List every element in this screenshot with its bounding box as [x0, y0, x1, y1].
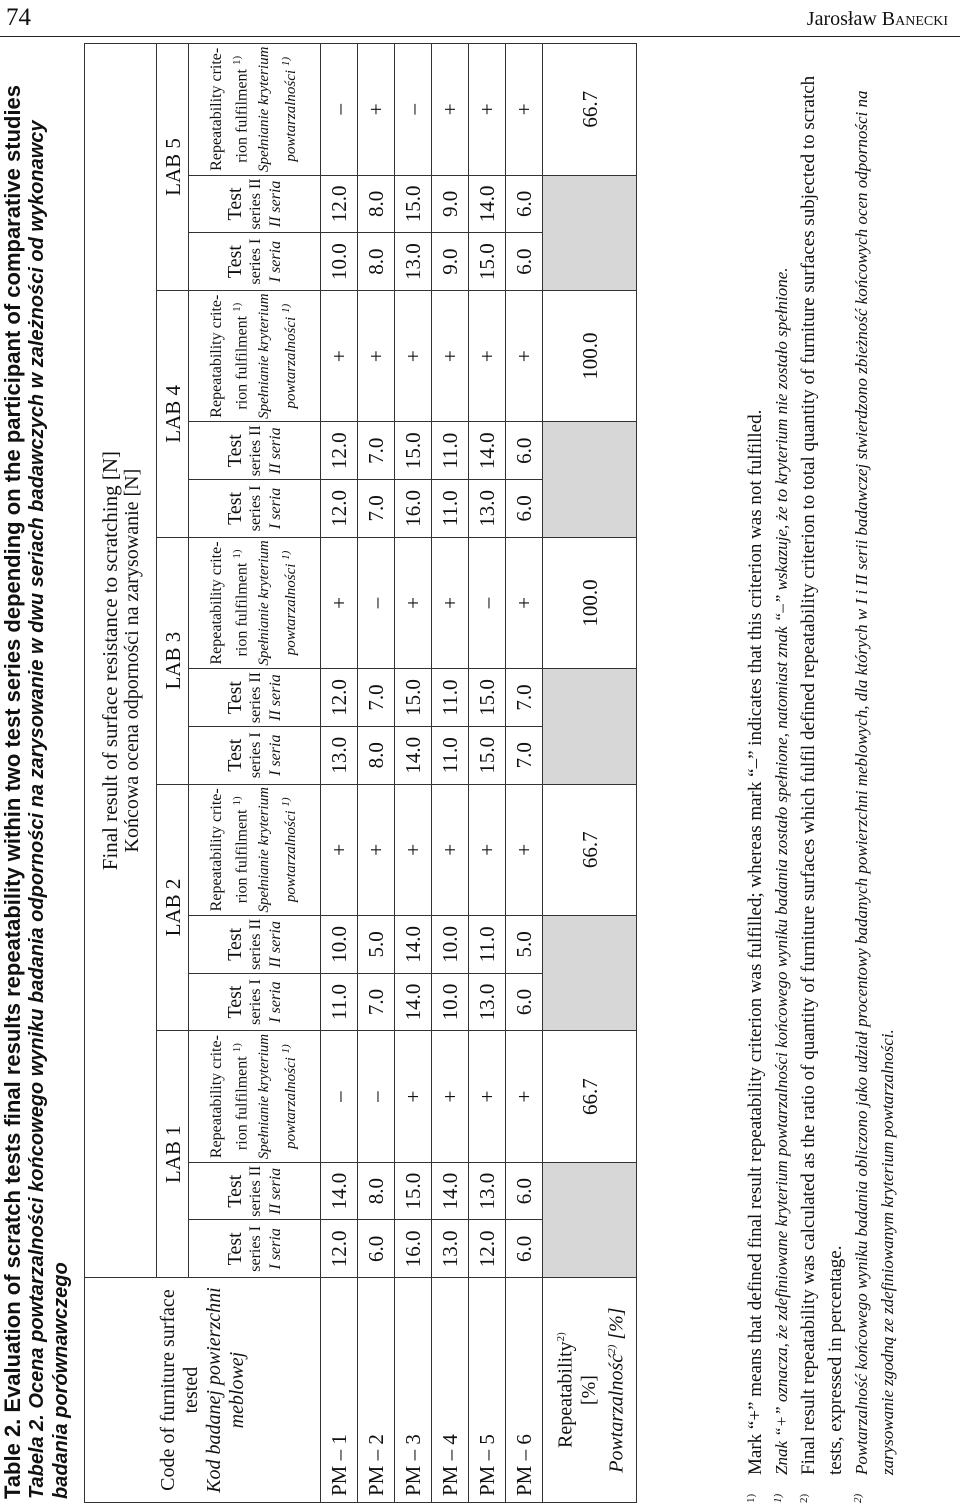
repeatability-gray-cell — [543, 422, 637, 537]
series-header-2 — [189, 916, 321, 974]
criterion-mark: – — [321, 44, 358, 176]
criterion-pl-2 — [275, 538, 302, 668]
series-number-label: series II — [246, 178, 264, 230]
criterion-footnote-mark: 1) — [231, 1043, 244, 1053]
test-value: 6.0 — [506, 422, 543, 480]
criterion-pl-1: Spełnianie kryterium — [255, 46, 272, 172]
repeatability-gray-cell — [543, 1162, 637, 1277]
results-title-en: Final result of surface resistance to scratching [N] — [97, 450, 122, 871]
series-test-label: Test — [223, 187, 246, 221]
criterion-mark: + — [395, 537, 432, 668]
series-label-pl: I seria — [266, 1228, 284, 1270]
criterion-line-2-text: rion fulfilment — [233, 562, 251, 657]
series-header-1 — [189, 480, 321, 538]
lab-header-5: LAB 5 — [157, 44, 189, 291]
repeatability-value-lab-3: 100.0 — [543, 537, 637, 668]
criterion-mark: – — [469, 537, 506, 668]
criterion-pl-1: Spełnianie kryterium — [255, 293, 272, 419]
criterion-mark: + — [506, 290, 543, 421]
criterion-header — [189, 1031, 321, 1162]
table-row — [432, 44, 469, 1503]
test-value: 12.0 — [469, 1220, 506, 1278]
series-label-pl: I seria — [266, 734, 284, 776]
page-number: 74 — [6, 4, 31, 31]
criterion-pl-2 — [275, 1031, 302, 1161]
test-value: 10.0 — [432, 916, 469, 974]
criterion-line-1: Repeatability crite- — [208, 1035, 226, 1159]
test-value: 13.0 — [432, 1220, 469, 1278]
series-number-label: series I — [246, 238, 264, 285]
criterion-footnote-mark: 1) — [231, 796, 244, 806]
test-value: 12.0 — [321, 1220, 358, 1278]
series-label-pl: I seria — [266, 240, 284, 283]
criterion-pl-2 — [275, 291, 302, 421]
criterion-pl-footnote-mark: 1) — [279, 550, 292, 560]
lab-header-1: LAB 1 — [157, 1031, 189, 1278]
criterion-pl-1: Spełnianie kryterium — [255, 1033, 272, 1160]
series-header-2 — [189, 422, 321, 480]
test-value: 11.0 — [321, 973, 358, 1031]
lab-header-3: LAB 3 — [157, 537, 189, 784]
series-label-pl: II seria — [266, 180, 284, 228]
test-value: 8.0 — [358, 233, 395, 291]
repeatability-value-lab-4: 100.0 — [543, 290, 637, 421]
criterion-mark: + — [358, 784, 395, 915]
test-value: 14.0 — [469, 422, 506, 480]
test-value: 6.0 — [358, 1220, 395, 1278]
repeatability-pl-footnote-mark: 2) — [606, 1344, 618, 1354]
repeatability-unit: [%] — [578, 1375, 600, 1406]
series-number-label: series I — [246, 485, 264, 532]
series-test-label: Test — [223, 1174, 246, 1208]
table-row — [506, 44, 543, 1503]
lab-header-2: LAB 2 — [157, 784, 189, 1031]
test-value: 10.0 — [321, 916, 358, 974]
code-header-cell — [85, 1278, 321, 1503]
criterion-line-2 — [227, 538, 252, 668]
criterion-mark: + — [395, 784, 432, 915]
test-value: 8.0 — [358, 726, 395, 784]
series-header-2 — [189, 1162, 321, 1220]
surface-code: PM – 3 — [395, 1278, 432, 1503]
footnote-mark: 1) — [772, 1493, 784, 1503]
criterion-header — [189, 44, 321, 176]
repeatability-label-en — [550, 1278, 578, 1502]
test-value: 12.0 — [321, 422, 358, 480]
repeatability-value-lab-5: 66.7 — [543, 44, 637, 176]
criterion-mark: + — [358, 290, 395, 421]
series-number-label: series II — [246, 672, 264, 724]
repeatability-value-lab-1: 66.7 — [543, 1031, 637, 1162]
repeatability-gray-cell — [543, 916, 637, 1031]
footnote-mark: 2) — [798, 1493, 810, 1503]
test-value: 14.0 — [395, 726, 432, 784]
criterion-pl-1: Spełnianie kryterium — [255, 787, 272, 913]
series-test-label: Test — [223, 927, 246, 961]
criterion-line-2-text: rion fulfilment — [233, 315, 251, 410]
table-row — [469, 44, 506, 1503]
test-value: 10.0 — [432, 973, 469, 1031]
footnote-text: Znak “+” oznacza, że zdefiniowane kryterium powtarzalności końcowego wyniku badania zostało spełnione, natomiast znak “–” wskazuje, że to kryterium nie zostało spełnione. — [772, 267, 791, 1475]
test-value: 12.0 — [321, 480, 358, 538]
criterion-mark: + — [432, 290, 469, 421]
test-value: 12.0 — [321, 669, 358, 727]
test-value: 7.0 — [358, 480, 395, 538]
criterion-header — [189, 784, 321, 915]
criterion-footnote-mark: 1) — [231, 302, 244, 312]
test-value: 13.0 — [469, 1162, 506, 1220]
series-test-label: Test — [223, 434, 246, 468]
criterion-pl-2-text: powtarzalności — [282, 810, 299, 903]
criterion-pl-2-text: powtarzalności — [282, 316, 299, 409]
results-table — [84, 43, 637, 1503]
criterion-pl-2-text: powtarzalności — [282, 563, 299, 656]
test-value: 14.0 — [321, 1162, 358, 1220]
test-value: 14.0 — [432, 1162, 469, 1220]
series-label-pl: I seria — [266, 487, 284, 530]
criterion-pl-2 — [275, 785, 302, 915]
series-header-2 — [189, 669, 321, 727]
test-value: 15.0 — [395, 669, 432, 727]
criterion-pl-footnote-mark: 1) — [279, 303, 292, 314]
criterion-mark: – — [358, 537, 395, 668]
criterion-pl-footnote-mark: 1) — [279, 56, 292, 67]
test-value: 15.0 — [469, 726, 506, 784]
test-value: 13.0 — [395, 233, 432, 291]
criterion-mark: + — [469, 1031, 506, 1162]
test-value: 14.0 — [395, 973, 432, 1031]
series-label-pl: I seria — [266, 981, 284, 1023]
test-value: 11.0 — [469, 916, 506, 974]
criterion-mark: + — [395, 1031, 432, 1162]
repeatability-label-text: Repeatability — [555, 1341, 577, 1448]
table-caption — [0, 49, 73, 1499]
test-value: 12.0 — [321, 175, 358, 233]
test-value: 7.0 — [358, 669, 395, 727]
test-value: 7.0 — [358, 422, 395, 480]
footnote-text: Final result repeatability was calculated as the ratio of quantity of furniture surfaces which fulfil defined repeatability criterion to total quantity of furniture surfaces subjected to scratch tests, expressed in percentage. — [798, 75, 846, 1475]
criterion-line-2 — [227, 291, 252, 421]
test-value: 6.0 — [506, 233, 543, 291]
test-value: 6.0 — [506, 480, 543, 538]
test-value: 11.0 — [432, 726, 469, 784]
repeatability-footnote-mark: 2) — [555, 1332, 568, 1342]
series-test-label: Test — [223, 681, 246, 715]
series-number-label: series II — [246, 1165, 264, 1217]
caption-english: Table 2. Evaluation of scratch tests final results repeatability within two test series depending on the participant of comparative studies — [0, 84, 25, 1499]
criterion-line-1: Repeatability crite- — [208, 541, 226, 665]
repeatability-value-lab-2: 66.7 — [543, 784, 637, 915]
test-value: 11.0 — [432, 669, 469, 727]
test-value: 8.0 — [358, 175, 395, 233]
test-value: 15.0 — [395, 175, 432, 233]
test-value: 11.0 — [432, 480, 469, 538]
criterion-pl-2 — [275, 44, 302, 175]
surface-code: PM – 1 — [321, 1278, 358, 1503]
footnote — [849, 43, 901, 1503]
criterion-header — [189, 537, 321, 668]
footnote-text: Mark “+” means that defined final result repeatability criterion was fulfilled; whereas mark “–” indicates that this criterion was not fulfilled. — [745, 409, 766, 1475]
table-row — [358, 44, 395, 1503]
surface-code: PM – 5 — [469, 1278, 506, 1503]
criterion-line-2-text: rion fulfilment — [233, 69, 251, 163]
criterion-mark: + — [432, 537, 469, 668]
repeatability-pl-text: Powtarzalność — [605, 1353, 628, 1473]
criterion-mark: – — [321, 1031, 358, 1162]
criterion-line-1: Repeatability crite- — [208, 788, 226, 912]
criterion-pl-2-text: powtarzalności — [282, 69, 299, 162]
series-number-label: series II — [246, 425, 264, 477]
test-value: 7.0 — [506, 669, 543, 727]
series-label-pl: II seria — [266, 1167, 284, 1215]
criterion-mark: + — [432, 44, 469, 176]
repeatability-label-pl — [601, 1278, 629, 1502]
test-value: 13.0 — [469, 480, 506, 538]
series-header-1 — [189, 1220, 321, 1278]
test-value: 15.0 — [395, 422, 432, 480]
test-value: 14.0 — [395, 916, 432, 974]
series-header-2 — [189, 175, 321, 233]
lab-header-4: LAB 4 — [157, 290, 189, 537]
series-header-1 — [189, 233, 321, 291]
code-header-en: Code of furniture surface tested — [156, 1289, 202, 1491]
series-number-label: series I — [246, 1225, 264, 1272]
criterion-pl-1: Spełnianie kryterium — [255, 540, 272, 666]
series-test-label: Test — [223, 738, 246, 772]
test-value: 16.0 — [395, 480, 432, 538]
criterion-footnote-mark: 1) — [231, 55, 244, 65]
criterion-line-2 — [227, 1031, 252, 1161]
repeatability-row — [543, 44, 637, 1503]
criterion-mark: + — [432, 784, 469, 915]
criterion-pl-footnote-mark: 1) — [279, 797, 292, 807]
criterion-footnote-mark: 1) — [231, 549, 244, 559]
criterion-mark: + — [506, 537, 543, 668]
test-value: 15.0 — [469, 233, 506, 291]
results-title-cell — [85, 44, 157, 1278]
test-value: 6.0 — [506, 175, 543, 233]
criterion-line-1: Repeatability crite- — [208, 47, 226, 171]
series-test-label: Test — [223, 491, 246, 525]
table-row — [321, 44, 358, 1503]
series-label-pl: II seria — [266, 427, 284, 475]
test-value: 5.0 — [358, 916, 395, 974]
footnote-mark: 2) — [852, 1493, 864, 1503]
criterion-mark: – — [358, 1031, 395, 1162]
criterion-line-2-text: rion fulfilment — [233, 809, 251, 904]
repeatability-gray-cell — [543, 669, 637, 784]
running-header — [0, 0, 960, 36]
series-test-label: Test — [223, 985, 246, 1019]
criterion-line-1: Repeatability crite- — [208, 294, 226, 418]
test-value: 14.0 — [469, 175, 506, 233]
surface-code: PM – 6 — [506, 1278, 543, 1503]
test-value: 7.0 — [506, 726, 543, 784]
criterion-mark: + — [506, 44, 543, 176]
series-label-pl: II seria — [266, 921, 284, 968]
test-value: 6.0 — [506, 1162, 543, 1220]
criterion-mark: + — [432, 1031, 469, 1162]
criterion-line-2-text: rion fulfilment — [233, 1056, 251, 1151]
criterion-mark: + — [321, 784, 358, 915]
header-rule — [0, 36, 960, 37]
repeatability-pl-unit: [%] — [605, 1307, 628, 1340]
surface-code: PM – 4 — [432, 1278, 469, 1503]
criterion-mark: + — [321, 290, 358, 421]
repeatability-label-cell — [543, 1278, 637, 1503]
criterion-header — [189, 290, 321, 421]
criterion-pl-footnote-mark: 1) — [279, 1044, 292, 1054]
test-value: 15.0 — [395, 1162, 432, 1220]
table-row — [395, 44, 432, 1503]
criterion-mark: + — [506, 1031, 543, 1162]
test-value: 9.0 — [432, 233, 469, 291]
criterion-line-2 — [227, 44, 252, 175]
criterion-mark: + — [321, 537, 358, 668]
test-value: 13.0 — [469, 973, 506, 1031]
footnotes — [742, 43, 901, 1503]
results-title-pl: Końcowa ocena odporności na zarysowanie [N] — [120, 468, 143, 853]
criterion-mark: + — [358, 44, 395, 176]
test-value: 9.0 — [432, 175, 469, 233]
test-value: 5.0 — [506, 916, 543, 974]
series-number-label: series I — [246, 979, 264, 1025]
repeatability-gray-cell — [543, 175, 637, 290]
footnote — [769, 43, 795, 1503]
series-test-label: Test — [223, 1232, 246, 1266]
caption-polish: Tabela 2. Ocena powtarzalności końcowego wyniku badania odporności na zarysowanie w dwu seriach badawczych w zależności od wykonawcy badania porównawczego — [26, 120, 72, 1499]
test-value: 15.0 — [469, 669, 506, 727]
criterion-mark: + — [469, 784, 506, 915]
rotated-content — [0, 43, 960, 1503]
criterion-pl-2-text: powtarzalności — [282, 1057, 299, 1149]
test-value: 16.0 — [395, 1220, 432, 1278]
test-value: 13.0 — [321, 726, 358, 784]
test-value: 11.0 — [432, 422, 469, 480]
criterion-mark: + — [395, 290, 432, 421]
test-value: 6.0 — [506, 973, 543, 1031]
criterion-mark: – — [395, 44, 432, 176]
footnote — [742, 43, 769, 1503]
author-name: Jarosław Banecki — [806, 8, 948, 30]
series-label-pl: II seria — [266, 674, 284, 721]
series-number-label: series I — [246, 732, 264, 779]
test-value: 7.0 — [358, 973, 395, 1031]
criterion-mark: + — [506, 784, 543, 915]
test-value: 8.0 — [358, 1162, 395, 1220]
footnote-text: Powtarzalność końcowego wyniku badania obliczono jako udział procentowy badanych powierzchni meblowych, dla których w I i II serii badawczej stwierdzono zbieżność końcowych ocen odporności na zarysowanie zgodną ze zdefiniowanym kryterium powtarzalności. — [852, 90, 897, 1475]
series-header-1 — [189, 973, 321, 1031]
footnote-mark: 1) — [745, 1493, 757, 1503]
surface-code: PM – 2 — [358, 1278, 395, 1503]
criterion-mark: + — [469, 290, 506, 421]
test-value: 6.0 — [506, 1220, 543, 1278]
criterion-mark: + — [469, 44, 506, 176]
footnote — [795, 43, 849, 1503]
series-header-1 — [189, 726, 321, 784]
test-value: 10.0 — [321, 233, 358, 291]
series-test-label: Test — [223, 245, 246, 279]
series-number-label: series II — [246, 918, 264, 970]
criterion-line-2 — [227, 785, 252, 915]
code-header-pl: Kod badanej powierzchni meblowej — [202, 1287, 248, 1493]
